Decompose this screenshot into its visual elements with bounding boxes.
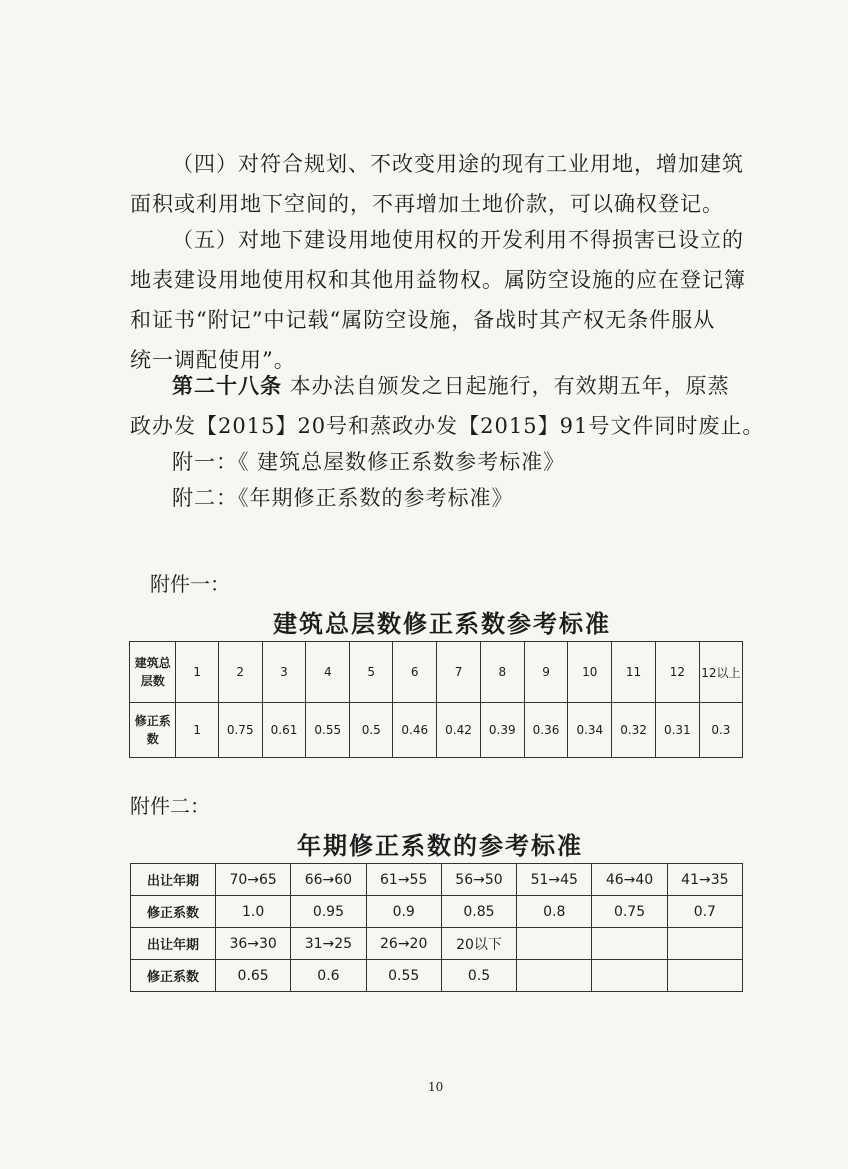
table-cell [667,928,742,960]
table-row [131,960,743,992]
table-cell: 0.36 [524,703,568,758]
table-cell: 0.9 [366,896,441,928]
table-cell: 56→50 [441,864,516,896]
article-28 [130,366,765,446]
table-cell: 20以下 [441,928,516,960]
text-line: 统一调配使用”。 [130,348,296,372]
table-cell: 0.8 [517,896,592,928]
table-cell: 0.85 [441,896,516,928]
table-cell: 66→60 [291,864,366,896]
table-row [130,642,743,703]
table-cell: 1 [176,642,218,703]
text-line: 地表建设用地使用权和其他用益物权。属防空设施的应在登记簿 [130,268,746,292]
attachment-one-ref: 附一：《 建筑总屋数修正系数参考标准》 [172,450,566,474]
table-cell: 0.65 [216,960,291,992]
table-two-title: 年期修正系数的参考标准 [297,832,583,860]
table-row [130,703,743,758]
row-header: 建筑总层数 [130,642,176,703]
text-line: （五）对地下建设用地使用权的开发利用不得损害已设立的 [172,228,744,252]
table-cell: 7 [437,642,481,703]
table-cell: 61→55 [366,864,441,896]
table-cell: 6 [393,642,437,703]
table-cell [517,960,592,992]
text-line: 面积或利用地下空间的，不再增加土地价款，可以确权登记。 [130,192,724,216]
row-header: 修正系数 [131,896,216,928]
table-cell: 0.5 [350,703,393,758]
table-cell: 51→45 [517,864,592,896]
row-header: 出让年期 [131,928,216,960]
article-text: 本办法自颁发之日起施行，有效期五年，原蒸 [282,374,730,398]
table-one-title: 建筑总层数修正系数参考标准 [273,610,611,638]
table-cell: 36→30 [216,928,291,960]
table-cell: 46→40 [592,864,667,896]
table-cell: 0.31 [655,703,699,758]
attachment-two-label: 附件二： [130,794,210,818]
table-cell: 1 [176,703,218,758]
table-cell: 0.75 [218,703,262,758]
table-cell: 0.46 [393,703,437,758]
table-cell: 5 [350,642,393,703]
table-cell [517,928,592,960]
table-row [131,864,743,896]
table-cell: 10 [568,642,612,703]
table-row [131,896,743,928]
paragraph-five [130,220,745,380]
attachment-two-ref: 附二：《年期修正系数的参考标准》 [172,486,514,510]
text-line [130,366,745,406]
table-cell: 11 [612,642,656,703]
attachment-one-label: 附件一： [150,572,230,596]
article-heading: 第二十八条 [172,373,282,398]
table-cell: 70→65 [216,864,291,896]
term-coefficient-table [130,863,743,992]
table-cell: 3 [262,642,306,703]
table-cell: 0.7 [667,896,742,928]
table-cell [667,960,742,992]
table-cell: 0.32 [612,703,656,758]
table-cell: 12 [655,642,699,703]
text-line: （四）对符合规划、不改变用途的现有工业用地，增加建筑 [172,152,744,176]
table-cell [592,960,667,992]
table-cell: 0.75 [592,896,667,928]
table-cell: 9 [524,642,568,703]
table-cell: 12以上 [699,642,742,703]
floor-coefficient-table [129,641,743,758]
row-header: 修正系数 [130,703,176,758]
table-cell [592,928,667,960]
table-cell: 31→25 [291,928,366,960]
paragraph-four [130,144,745,224]
table-cell: 0.5 [441,960,516,992]
table-cell: 0.39 [480,703,524,758]
table-cell: 2 [218,642,262,703]
table-row [131,928,743,960]
row-header: 出让年期 [131,864,216,896]
table-cell: 0.55 [366,960,441,992]
table-cell: 0.55 [306,703,350,758]
row-header: 修正系数 [131,960,216,992]
table-cell: 4 [306,642,350,703]
table-cell: 0.61 [262,703,306,758]
table-cell: 0.95 [291,896,366,928]
table-cell: 8 [480,642,524,703]
table-cell: 0.3 [699,703,742,758]
table-cell: 41→35 [667,864,742,896]
table-cell: 0.34 [568,703,612,758]
table-cell: 1.0 [216,896,291,928]
table-cell: 0.6 [291,960,366,992]
page-number: 10 [428,1080,444,1094]
table-cell: 26→20 [366,928,441,960]
text-line: 政办发【2015】20号和蒸政办发【2015】91号文件同时废止。 [130,414,765,438]
text-line: 和证书“附记”中记载“属防空设施，备战时其产权无条件服从 [130,308,716,332]
table-cell: 0.42 [437,703,481,758]
